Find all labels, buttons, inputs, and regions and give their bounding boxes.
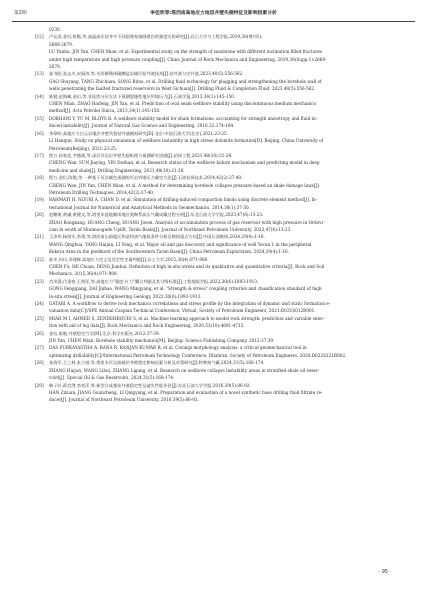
reference-item	[35, 26, 399, 33]
reference-item	[35, 196, 399, 211]
reference-line: LI Hanqun. Study on physical simulation of wellbore instability in high stress dolomite formation[D]. Beijing: China University of	[49, 138, 324, 144]
reference-line: 宫凤强,代金豪,王明洋,等.高地应力"强度-应力"耦合判据及其分级标准[J].工程地质学报,2022,30(6):1893-1913.	[49, 278, 259, 284]
reference-line: 韩子轩,蒋官澄,李奕萍,等.新型合成基钻井液稳定性及滤失性能评价[J].东北石油大学学报,2016,39(5):86-92.	[49, 382, 251, 388]
running-title: 李佳欣等:塔西南高地应力地层井壁失稳特征及影响因素分析	[150, 11, 277, 16]
reference-item	[35, 93, 399, 115]
reference-line: ZHANG Haijun, WANG Lihui, ZHANG Ligang, et al. Research on wellbore collapse instability areas in stratified shale oil reser-	[49, 367, 320, 373]
reference-number: [21]	[35, 234, 44, 240]
reference-item	[35, 315, 399, 330]
reference-line: 高书阳,张志川,宋丽涛,等.川西断缝体碳酸盐岩储层钻井液技术[J].钻井液与完井液,2023,40(5):556-562.	[49, 71, 244, 77]
reference-item	[35, 70, 399, 92]
reference-line: CHENG Wan, JIN Yan, CHEN Mian, et al. A method for determining borehole collapse pressure based on shale damage laws[J].	[49, 182, 321, 188]
reference-line: 卢运虎,金衍,陈勉,等.高温高压钻井中不同裂缝充填缝壁岩的强度实验研究[J].岩石力学与工程学报,2019,38(增刊1):	[49, 34, 263, 40]
reference-line: Petroleum Drilling Techniques, 2014,42(2):37-40.	[49, 189, 155, 195]
reference-line: 程万,孙家佳,尹德战,等.深层页岩岩井壁失稳机理与预测研究进展[J].钻探工程,2021,48(10):21-28.	[49, 152, 233, 158]
reference-line: ducer[J]. Journal of Northeast Petroleum University, 2016,39(5):86-92.	[49, 397, 199, 403]
reference-line: 程万,金衍,陈勉,等.一种基于页岩颜色预测的页岩坍塌压力确定方法[J].石油钻探技术,2014,42(2):37-40.	[49, 175, 243, 181]
reference-line: 陈幸,何川,邓建辉.高地应力定义及其定性定量判据[J].岩土力学,2015,36(4):971-980.	[49, 256, 209, 262]
reference-line: DOKHANI V, YU M, BLOYS B. A wellbore stability model for shale formations: accounting for strength anisotropy and fluid in-	[49, 115, 318, 121]
reference-line: 王涉华,杨海军,李勇,等.塔西南山前地区构造和油气地质条件分析及勘探重点方向[J].中国石油勘探,2024,29(4):1-16.	[49, 234, 265, 240]
reference-line: JIN Yan, CHEN Mian. Borehole stability mechanics[M]. Beijing: Science Publishing Company, 2012:37-39.	[49, 338, 275, 344]
reference-number: [28]	[35, 360, 44, 366]
reference-item	[35, 278, 399, 300]
reference-line: CHEN Fu, HE Chuan, DENG Jianhui. Definition of high in-situ stress and its qualitative and quantitative criteria[J]. Rock and Soil	[49, 264, 325, 269]
reference-line: valuation data[C]//SPE Annual Caspian Technical Conference. Virtual, Society of Petroleum Engineers, 2021:D031S012R001.	[49, 308, 316, 314]
reference-line: LU Yunhu, JIN Yan, CHEN Mian, et al. Experimental study on the strength of sandstone with different inclination filled fractures	[49, 49, 322, 55]
reference-line: optimizing drillability[C]//International Petroleum Technology Conference. Dhahran, Society of Petroleum Engineers, 2020:D022S221R002.	[49, 352, 347, 358]
reference-number: [19]	[35, 197, 44, 203]
reference-line: method[J]. Acta Petrolei Sinica, 2013,34(1):145-150.	[49, 108, 161, 114]
reference-line: wells penetrating the faulted fractured reservoirs in West Sichuan[J]. Drilling Fluid & Completion Fluid, 2023,40(5):556-562.	[49, 86, 316, 92]
running-header	[12, 7, 415, 22]
page-number: · 95 ·	[378, 570, 391, 575]
reference-number: [27]	[35, 345, 44, 351]
reference-item	[35, 382, 399, 404]
reference-line: GATARI A. A workflow to derive rock mechanics correlations and stress profile by the integration of dynamic and static formation e-	[49, 301, 331, 307]
reference-number: [14]	[35, 93, 44, 99]
reference-line: duced instability[J]. Journal of Natural Gas Science and Engineering, 2016,32:174-184.	[49, 123, 235, 129]
reference-number: [25]	[35, 315, 44, 321]
reference-line: CHEN Mian, ZHAO Haifeng, JIN Yan, et al. Prediction of oval seam wellbore stability using discontinuous medium mechanics	[49, 101, 316, 107]
reference-item	[35, 256, 399, 278]
reference-line: in-situ stress[J]. Journal of Engineering Geology, 2022,30(6):1893-1913.	[49, 293, 202, 299]
reference-line: Mechanics, 2015,36(4):971-980.	[49, 271, 118, 277]
reference-line: 张海军,王之林,张立刚,等.塔里木页岩油储层井壁稳定影响因素分析及对策研究[J].特种油气藏,2024,31(5):168-174.	[49, 360, 265, 366]
reference-item	[35, 130, 399, 152]
reference-line: ternational Journal for Numerical and Analytical Methods in Geomechanics, 2014,38(1):37-50.	[49, 204, 251, 210]
reference-item	[35, 211, 399, 233]
reference-number: [20]	[35, 212, 44, 218]
reference-item	[35, 233, 399, 255]
reference-number: [12]	[35, 34, 44, 40]
reference-number: [16]	[35, 130, 44, 136]
reference-number: [23]	[35, 278, 44, 284]
reference-line: ZHAO Rongkang, HUANG Cheng, HUANG Jiwen. Analysis of accumulation process of gas reservoir with high pressure in Ordovi-	[49, 219, 325, 225]
reference-line: under high temperature and high pressure coupling[J]. China Journal of Rock Mechanics and Engineering, 2019,38(Supp.1):2668-	[49, 56, 327, 62]
reference-item	[35, 330, 399, 345]
reference-item	[35, 359, 399, 381]
reference-number: [15]	[35, 115, 44, 121]
reference-line: cian in south of Shunnuogude Uplift, Tarim Basin[J]. Journal of Northeast Petroleum University, 2023,47(6):13-23.	[49, 226, 292, 232]
reference-number: [18]	[35, 175, 44, 181]
reference-item	[35, 344, 399, 359]
reference-item	[35, 300, 399, 315]
reference-line: DAS PURKAYASTHA A, RANA R, RANJAN KUMAR R, et al. Cavings morphology analysis: a critical geomechanical tool in	[49, 345, 307, 351]
reference-line: 李皋明.高地应力白云岩地层井壁失稳钻井液模拟研究[D].北京:中国石油大学(北京),2021:23-25.	[49, 130, 228, 136]
reference-number: [24]	[35, 301, 44, 307]
reference-line: voirs[J]. Special Oil & Gas Reservoirs, 2024,31(5):168-174.	[49, 375, 175, 381]
reference-line: 0230.	[49, 27, 61, 32]
reference-line: WANG Qinghua, YANG Haijun, LI Yong, et al. Major oil and gas discovery and significance of well Yecan 1 in the peripheral	[49, 241, 312, 247]
reference-line: Petroleum(Beijing), 2021:23-25.	[49, 145, 118, 151]
reference-line: Kekeya Area in the piedmont of the Southwestern Tarim Basin[J]. China Petroleum Exploration, 2024,29(4):1-16.	[49, 249, 290, 255]
reference-line: 陈勉,赵海峰,金衍,等.非连续分层方法下预测裂缝性地层坍塌压力[J].石油学报,2013,34(1):145-150.	[49, 93, 236, 99]
reference-line: HAN Zixuan, JIANG Guancheng, LI Qingyang, et al. Preparation and evaluation of a novel synthetic base drilling fluid filtrate re-	[49, 389, 323, 395]
reference-line: GAO Shuyang, TANG Zhichuan, SONG Bitao, et al. Drilling fluid technology for plugging and strengthening the borehole wall of	[49, 78, 322, 84]
reference-line: 2668-2679.	[49, 41, 74, 47]
reference-line: MIAH M I, AHMED S, ZENDEHBOUDI S, et al. Machine learning approach to model rock strength: prediction and variable selec-	[49, 315, 325, 321]
reference-line: CHENG Wan, SUN Jiaying, YIN Dezhan, et al. Research status of the wellbore failure mechanism and predicting model in deep	[49, 160, 320, 166]
reference-item	[35, 174, 399, 196]
reference-line: medicine and shale[J]. Drilling Engineering, 2021,48(10):21-28.	[49, 167, 185, 173]
reference-list	[35, 26, 399, 404]
reference-item	[35, 115, 399, 130]
reference-line: RAHMATI H, NOURI A, CHAN D, et al. Simulation of drilling-induced compaction bands using discrete element method[J]. In-	[49, 197, 318, 203]
issue-number: 第2期	[14, 11, 27, 16]
reference-number: [26]	[35, 330, 44, 336]
reference-line: GONG Fengqiang, DAI Jinhao, WANG Mingyang, et al. "Strength & stress" coupling criterion and classification standard of high	[49, 286, 322, 292]
reference-number: [22]	[35, 256, 44, 262]
reference-number: [17]	[35, 152, 44, 158]
reference-line: 赵鹏康,黄谦,黄健文,等.塔里木盆地顺南地区奥陶系高压气藏成藏过程分析[J].东北石油大学学报,2023,47(6):13-23.	[49, 212, 264, 218]
reference-line: 2679.	[49, 64, 61, 70]
reference-item	[35, 152, 399, 174]
reference-number: [13]	[35, 71, 44, 77]
reference-line: 金衍,陈勉.井壁稳定力学[M].北京:科学出版社,2012:37-39.	[49, 330, 160, 336]
reference-number: [29]	[35, 382, 44, 388]
reference-item	[35, 33, 399, 70]
reference-line: tion with aid of log data[J]. Rock Mechanics and Rock Engineering, 2020,53(10):4691-4715.	[49, 323, 245, 329]
